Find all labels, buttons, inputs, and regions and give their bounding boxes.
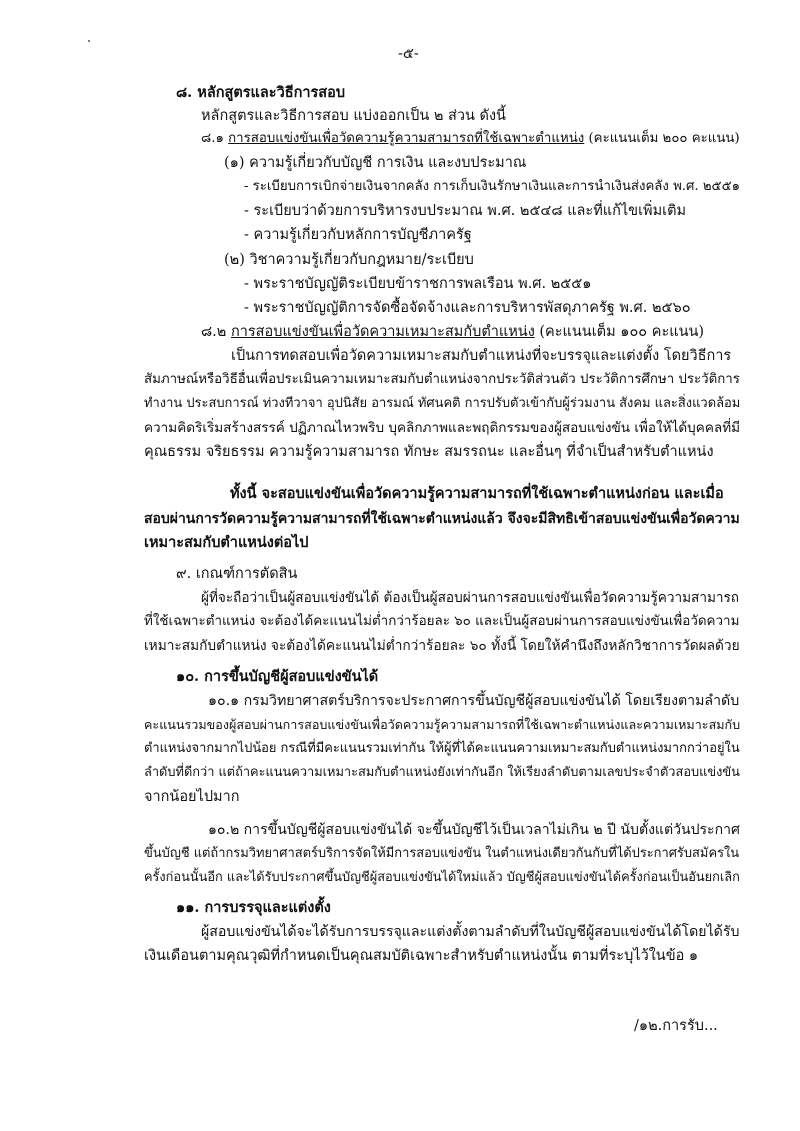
sub-2-item: - พระราชบัญญัติระเบียบข้าราชการพลเรือน พ.ศ. ๒๕๕๑ [244,276,592,292]
section-9-heading: ๙. เกณฑ์การตัดสิน [176,566,298,582]
sub-1-item: - ระเบียบว่าด้วยการบริหารงบประมาณ พ.ศ. ๒๕๔๘ และที่แก้ไขเพิ่มเติม [244,203,687,219]
section-10-1-text: คะแนนรวมของผู้สอบผ่านการสอบแข่งขันเพื่อวัดความรู้ความสามารถที่ใช้เฉพาะตำแหน่งและความเหมาะสมกับ [144,717,741,732]
section-8-2-line [201,322,704,342]
section-8-2-text: ความคิดริเริ่มสร้างสรรค์ ปฏิภาณไหวพริบ บุคลิกภาพและพฤติกรรมของผู้สอบแข่งขัน เพื่อให้ได้บุคคลที่มี [144,420,741,436]
section-10-1-text: ตำแหน่งจากมากไปน้อย กรณีที่มีคะแนนรวมเท่ากัน ให้ผู้ที่ได้คะแนนความเหมาะสมกับตำแหน่งมากกว่าอยู่ใน [144,741,740,756]
section-11-heading: ๑๑. การบรรจุและแต่งตั้ง [176,899,331,916]
section-8-1-line [201,129,740,149]
section-10-1-text: ลำดับที่ดีกว่า แต่ถ้าคะแนนความเหมาะสมกับตำแหน่งยังเท่ากันอีก ให้เรียงลำดับตามเลขประจำตัวสอบแข่งขัน [144,765,740,780]
section-8-1-score: (คะแนนเต็ม ๒๐๐ คะแนน) [588,131,740,146]
section-10-2-text: ครั้งก่อนนั้นอีก และได้รับประกาศขึ้นบัญชีผู้สอบแข่งขันได้ใหม่แล้ว บัญชีผู้สอบแข่งขันได้ครั้งก่อนเป็นอันยกเลิก [144,870,740,885]
sub-1-item: - ความรู้เกี่ยวกับหลักการบัญชีภาครัฐ [244,227,472,243]
sub-2-item: - พระราชบัญญัติการจัดซื้อจัดจ้างและการบริหารพัสดุภาครัฐ พ.ศ. ๒๕๖๐ [244,300,691,316]
section-8-2-text: ทำงาน ประสบการณ์ ท่วงทีวาจา อุปนิสัย อารมณ์ ทัศนคติ การปรับตัวเข้ากับผู้ร่วมงาน สังคม และสิ่งแวดล้อม [144,396,741,411]
section-8-2-num: ๘.๒ [201,324,227,340]
section-10-1-text: ๑๐.๑ กรมวิทยาศาสตร์บริการจะประกาศการขึ้นบัญชีผู้สอบแข่งขันได้ โดยเรียงตามลำดับ [208,693,740,709]
note-text: สอบผ่านการวัดความรู้ความสามารถที่ใช้เฉพาะตำแหน่งแล้ว จึงจะมีสิทธิเข้าสอบแข่งขันเพื่อวัดความ [144,511,740,527]
section-8-2-score: (คะแนนเต็ม ๑๐๐ คะแนน) [539,324,705,340]
section-8-2-title: การสอบแข่งขันเพื่อวัดความเหมาะสมกับตำแหน่ง [230,324,535,340]
section-8-1-title: การสอบแข่งขันเพื่อวัดความรู้ความสามารถที่ใช้เฉพาะตำแหน่ง [228,131,585,146]
section-10-heading: ๑๐. การขึ้นบัญชีผู้สอบแข่งขันได้ [176,668,379,685]
scan-speck [88,40,90,42]
sub-1-item: - ระเบียบการเบิกจ่ายเงินจากคลัง การเก็บเงินรักษาเงินและการนำเงินส่งคลัง พ.ศ. ๒๕๕๑ [244,179,740,194]
section-8-heading: ๘. หลักสูตรและวิธีการสอบ [176,84,346,101]
section-10-1-text: จากน้อยไปมาก [144,789,240,805]
section-9-text: เหมาะสมกับตำแหน่ง จะต้องได้คะแนนไม่ต่ำกว่าร้อยละ ๖๐ ทั้งนี้ โดยให้คำนึงถึงหลักวิชาการวัดผลด้วย [144,638,740,654]
section-9-text: ที่ใช้เฉพาะตำแหน่ง จะต้องได้คะแนนไม่ต่ำกว่าร้อยละ ๖๐ และเป็นผู้สอบผ่านการสอบแข่งขันเพื่อวัดความ [144,614,740,629]
sub-2-title: (๒) วิชาความรู้เกี่ยวกับกฎหมาย/ระเบียบ [224,252,474,268]
section-11-text: เงินเดือนตามคุณวุฒิที่กำหนดเป็นคุณสมบัติเฉพาะสำหรับตำแหน่งนั้น ตามที่ระบุไว้ในข้อ ๑ [144,948,699,964]
section-8-intro: หลักสูตรและวิธีการสอบ แบ่งออกเป็น ๒ ส่วน ดังนี้ [201,108,506,124]
note-text: เหมาะสมกับตำแหน่งต่อไป [144,534,309,551]
section-8-2-text: เป็นการทดสอบเพื่อวัดความเหมาะสมกับตำแหน่งที่จะบรรจุและแต่งตั้ง โดยวิธีการ [231,348,732,364]
section-8-1-num: ๘.๑ [201,131,224,146]
note-text: ทั้งนี้ จะสอบแข่งขันเพื่อวัดความรู้ความสามารถที่ใช้เฉพาะตำแหน่งก่อน และเมื่อ [230,485,724,502]
section-8-2-text: คุณธรรม จริยธรรม ความรู้ความสามารถ ทักษะ สมรรถนะ และอื่นๆ ที่จำเป็นสำหรับตำแหน่ง [144,444,714,460]
section-10-2-text: ๑๐.๒ การขึ้นบัญชีผู้สอบแข่งขันได้ จะขึ้นบัญชีไว้เป็นเวลาไม่เกิน ๒ ปี นับตั้งแต่วันประกาศ [208,822,740,838]
section-10-2-text: ขึ้นบัญชี แต่ถ้ากรมวิทยาศาสตร์บริการจัดให้มีการสอบแข่งขัน ในตำแหน่งเดียวกันกับที่ได้ประกาศรับสมัครใน [144,846,740,861]
sub-1-title: (๑) ความรู้เกี่ยวกับบัญชี การเงิน และงบประมาณ [224,155,527,171]
continuation-marker: /๑๒.การรับ... [634,1018,718,1034]
section-9-text: ผู้ที่จะถือว่าเป็นผู้สอบแข่งขันได้ ต้องเป็นผู้สอบผ่านการสอบแข่งขันเพื่อวัดความรู้ความสามารถ [201,590,740,606]
section-11-text: ผู้สอบแข่งขันได้จะได้รับการบรรจุและแต่งตั้งตามลำดับที่ในบัญชีผู้สอบแข่งขันได้โดยได้รับ [201,924,740,940]
section-8-2-text: สัมภาษณ์หรือวิธีอื่นเพื่อประเมินความเหมาะสมกับตำแหน่งจากประวัติส่วนตัว ประวัติการศึกษา ประวัติการ [144,372,740,387]
page-number: -๕- [398,46,419,62]
